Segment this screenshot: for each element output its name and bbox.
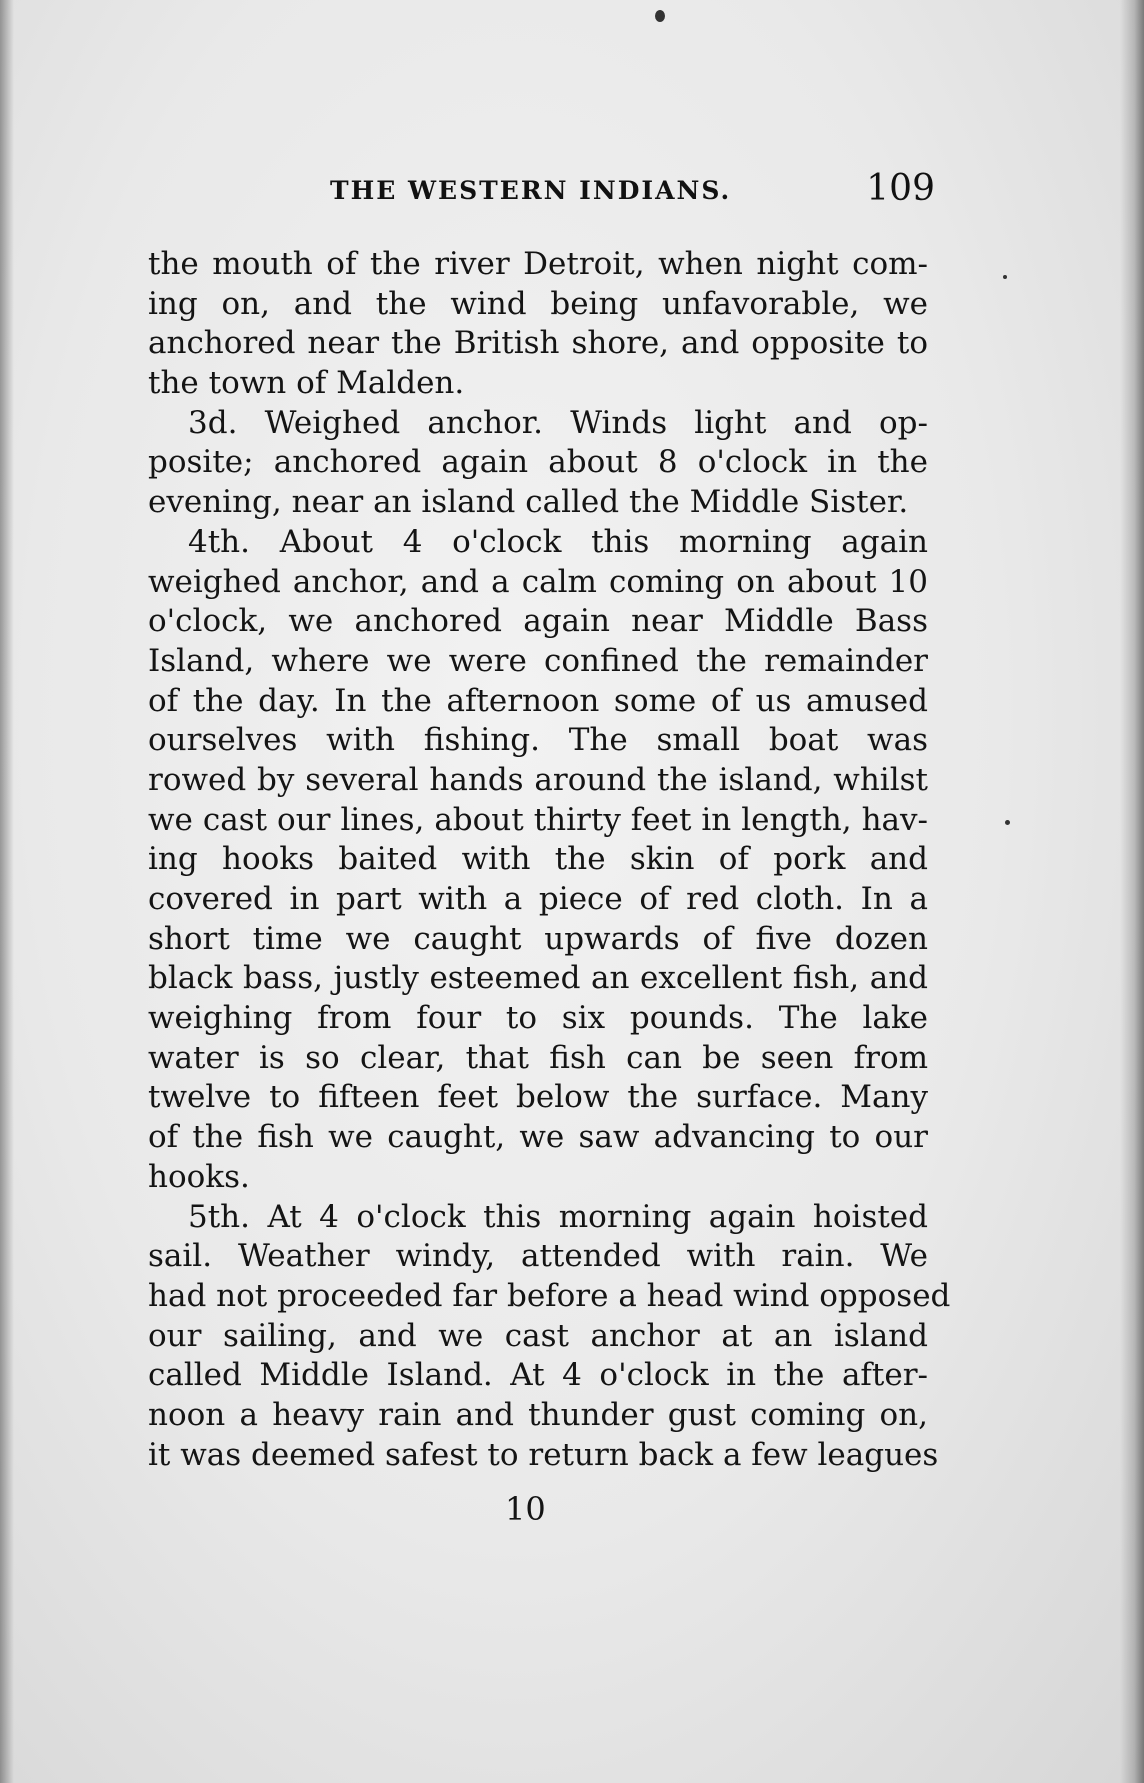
page-left-shadow xyxy=(0,0,14,1783)
text-line: Island, where we were confined the remainder xyxy=(148,642,928,679)
running-head xyxy=(150,168,935,214)
text-line: the mouth of the river Detroit, when night com- xyxy=(148,246,928,282)
body-text xyxy=(148,245,951,1475)
text-line: noon a heavy rain and thunder gust coming on, xyxy=(148,1396,928,1433)
text-line: anchored near the British shore, and opposite to xyxy=(148,325,928,362)
text-line: the town of Malden. xyxy=(148,365,465,402)
text-line: ing on, and the wind being unfavorable, we xyxy=(148,285,928,322)
text-line: of the day. In the afternoon some of us amused xyxy=(148,682,928,719)
text-line: 4th. About 4 o'clock this morning again xyxy=(188,523,928,560)
text-line: sail. Weather windy, attended with rain. We xyxy=(148,1238,928,1275)
print-speck xyxy=(1005,820,1010,825)
text-line: weighed anchor, and a calm coming on about 10 xyxy=(148,563,928,600)
text-line: our sailing, and we cast anchor at an island xyxy=(148,1317,928,1354)
page-number: 109 xyxy=(866,168,935,209)
text-line: had not proceeded far before a head wind opposed xyxy=(148,1277,951,1314)
text-line: called Middle Island. At 4 o'clock in the after- xyxy=(148,1357,928,1394)
text-line: 3d. Weighed anchor. Winds light and op- xyxy=(188,404,928,441)
text-line: we cast our lines, about thirty feet in length, hav- xyxy=(148,801,928,838)
text-line: it was deemed safest to return back a few leagues xyxy=(148,1436,939,1473)
text-line: ourselves with fishing. The small boat was xyxy=(148,722,928,759)
text-line: weighing from four to six pounds. The lake xyxy=(148,1000,928,1037)
text-line: covered in part with a piece of red cloth. In a xyxy=(148,881,928,917)
print-speck xyxy=(655,10,665,22)
text-line: ing hooks baited with the skin of pork and xyxy=(148,841,928,878)
text-line: evening, near an island called the Middle Sister. xyxy=(148,484,909,521)
page-right-shadow xyxy=(1120,0,1144,1783)
text-line: rowed by several hands around the island, whilst xyxy=(148,761,928,798)
text-line: black bass, justly esteemed an excellent fish, and xyxy=(148,960,928,997)
text-line: posite; anchored again about 8 o'clock in the xyxy=(148,444,928,481)
text-line: short time we caught upwards of five dozen xyxy=(148,920,928,957)
text-line: of the fish we caught, we saw advancing to our xyxy=(148,1119,928,1156)
signature-mark: 10 xyxy=(505,1490,546,1528)
print-speck xyxy=(1003,275,1007,279)
text-line: 5th. At 4 o'clock this morning again hoisted xyxy=(188,1198,928,1235)
text-line: twelve to fifteen feet below the surface. Many xyxy=(148,1079,928,1116)
text-line: hooks. xyxy=(148,1158,250,1195)
running-title: THE WESTERN INDIANS. xyxy=(330,176,732,205)
text-line: water is so clear, that fish can be seen from xyxy=(148,1039,928,1076)
text-line: o'clock, we anchored again near Middle Bass xyxy=(148,603,928,640)
